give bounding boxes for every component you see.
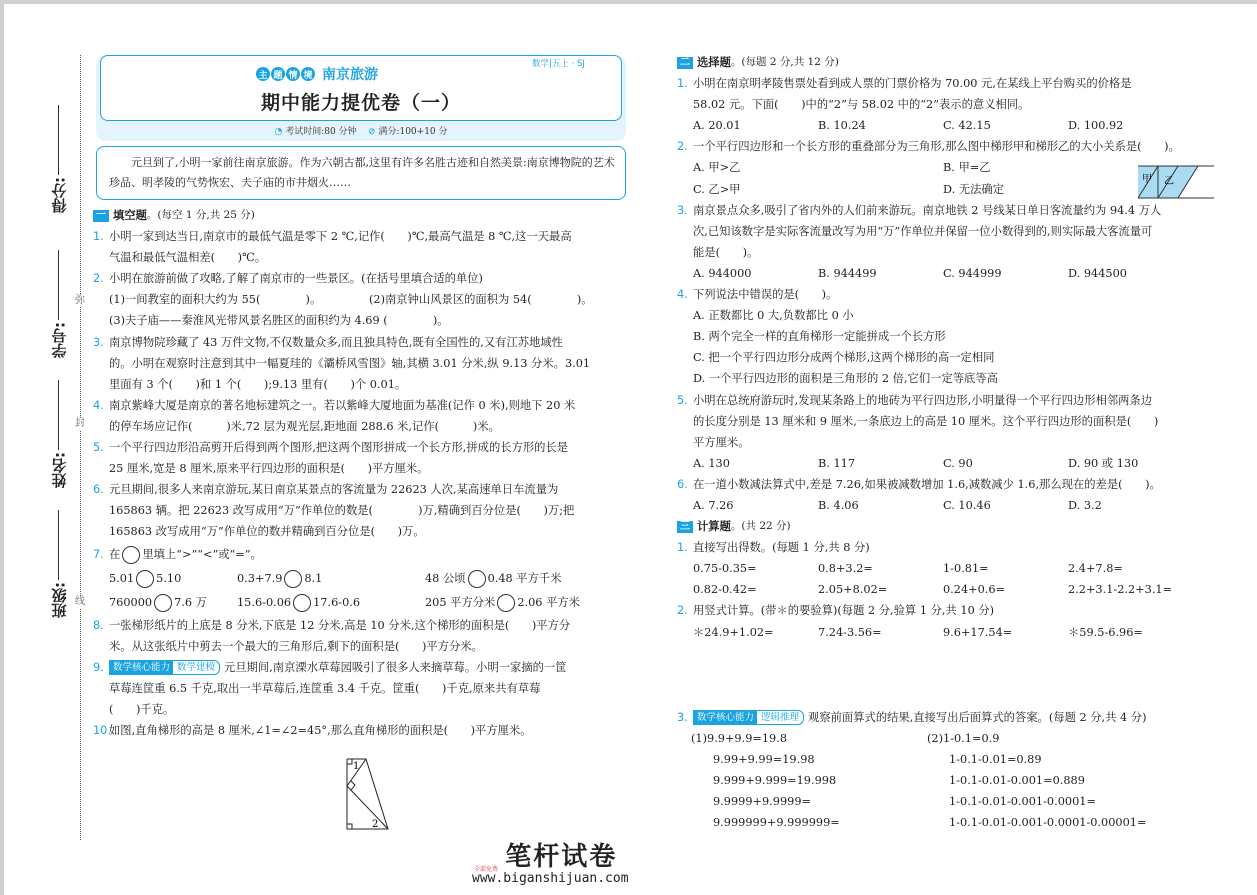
core-ability-tag: 数学核心能力 数学建模 (109, 660, 220, 675)
binding-word-xian: 线 (75, 596, 85, 607)
question-text: 里面有 3 个( )和 1 个( );9.13 里有( )个 0.01。 (109, 377, 407, 391)
pattern-line: 1-0.1-0.01-0.001=0.889 (949, 773, 1085, 787)
binding-dotted-line (80, 55, 81, 840)
score-label: 得分: (50, 177, 69, 213)
question-text: 用竖式计算。(带＊的要验算)(每题 2 分,验算 1 分,共 10 分) (693, 604, 995, 618)
question-text: 米。从这张纸片中剪去一个最大的三角形后,剩下的面积是( )平方分米。 (109, 639, 483, 653)
theme-badge: 情 (286, 67, 300, 81)
option-d[interactable]: D. 100.92 (1068, 119, 1124, 133)
question-text: 小明在旅游前做了攻略,了解了南京市的一些景区。(在括号里填合适的单位) (109, 272, 483, 286)
compare-left: 760000 (109, 595, 153, 609)
calc-item: 0.24+0.6= (943, 583, 1006, 597)
exam-time: 考试时间:80 分钟 (285, 127, 357, 137)
options (677, 157, 1217, 178)
vertical-calc-item: ＊59.5-6.96= (1068, 625, 1143, 639)
vertical-calc-item: 9.6+17.54= (943, 625, 1013, 639)
question-text: 的。小明在观察时注意到其中一幅夏珪的《灞桥风雪图》轴,其横 3.01 分米,纵 9.13 分米。3.01 (109, 356, 591, 370)
svg-text:1: 1 (353, 761, 360, 772)
option-b[interactable]: B. 117 (818, 456, 856, 470)
question-text: ( )千克。 (109, 702, 175, 716)
question-text: 南京博物院珍藏了 43 万件文物,不仅数量众多,而且独具特色,既有全国性的,又有江苏地域性 (109, 335, 563, 349)
intro-box: 元旦到了,小明一家前往南京旅游。作为六朝古都,这里有许多名胜古迹和自然美景:南京博物院的艺术珍品、明孝陵的气势恢宏、夫子庙的市井烟火…… (96, 146, 626, 200)
section-note: 。(每空 1 分,共 25 分) (146, 209, 255, 221)
question-number: 5. (93, 441, 104, 455)
question-text: 一个平行四边形沿高剪开后得到两个图形,把这两个图形拼成一个长方形,拼成的长方形的长是 (109, 441, 569, 455)
compare-circle[interactable] (497, 594, 515, 612)
question-text: 一张梯形纸片的上底是 8 分米,下底是 12 分米,高是 10 分米,这个梯形的面积是( )平方分 (109, 618, 571, 632)
question-text: 在一道小数减法算式中,差是 7.26,如果被减数增加 1.6,减数减少 1.6,那么现在的差是( )。 (693, 477, 1161, 491)
question-text: 能是( )。 (693, 245, 759, 259)
options (677, 263, 1217, 284)
question-2-1 (677, 73, 1217, 115)
option-d[interactable]: D. 90 或 130 (1068, 456, 1139, 470)
option-b[interactable]: B. 甲=乙 (943, 161, 991, 175)
option-d[interactable]: D. 3.2 (1068, 498, 1102, 512)
compare-circle[interactable] (293, 594, 311, 612)
section-title: 计算题 (697, 520, 731, 534)
right-column (677, 52, 1217, 833)
question-number: 5. (677, 393, 688, 407)
question-1-6 (93, 479, 633, 542)
option-a[interactable]: A. 甲>乙 (693, 161, 741, 175)
question-text: 观察前面算式的结果,直接写出后面算式的答案。(每题 2 分,共 4 分) (808, 710, 1147, 724)
exam-meta (100, 124, 622, 137)
theme-badge: 题 (271, 67, 285, 81)
option-c[interactable]: C. 乙>甲 (693, 182, 741, 196)
question-text: 草莓连筐重 6.5 千克,取出一半草莓后,连筐重 3.4 千克。筐重( )千克,原来共有草莓 (109, 681, 541, 695)
compare-right: 2.06 平方米 (517, 595, 580, 609)
question-number: 2. (93, 272, 104, 286)
pattern-line: (2)1-0.1=0.9 (927, 731, 1000, 745)
option-c[interactable]: C. 10.46 (943, 498, 991, 512)
page-title: 期中能力提优卷（一） (260, 92, 461, 114)
option-a[interactable]: A. 7.26 (693, 498, 734, 512)
watermark-url[interactable]: www.biganshijuan.com (472, 871, 629, 886)
question-text: 25 厘米,宽是 8 厘米,原来平行四边形的面积是( )平方厘米。 (109, 462, 429, 476)
option-b[interactable]: B. 944499 (818, 266, 877, 280)
question-text: 165863 改写成用“万”作单位的数并精确到百分位是( )万。 (109, 525, 425, 539)
options (677, 115, 1217, 136)
options (677, 179, 1217, 200)
watermark-free-label: 全部免费 (474, 866, 499, 873)
class-field[interactable] (44, 510, 74, 618)
compare-left: 205 平方分米 (425, 595, 496, 609)
question-text: 里填上“>”“<”或“=”。 (142, 547, 262, 561)
question-number: 3. (677, 203, 688, 217)
pattern-line: 9.99+9.99=19.98 (713, 752, 815, 766)
work-space (677, 643, 1217, 707)
binding-word-mi: 弥 (75, 295, 85, 306)
question-text: 下列说法中错误的是( )。 (693, 288, 838, 302)
question-text: 直接写出得数。(每题 1 分,共 8 分) (693, 541, 870, 555)
question-number: 1. (93, 230, 104, 244)
question-number: 10. (93, 723, 111, 737)
question-text: 平方厘米。 (693, 435, 750, 449)
student-id-label: 学号: (50, 322, 69, 358)
question-number: 6. (677, 477, 688, 491)
compare-circle[interactable] (468, 570, 486, 588)
left-column (93, 205, 633, 741)
score-field[interactable] (44, 105, 74, 213)
question-number: 7. (93, 547, 104, 561)
pattern-line: 9.999+9.999=19.998 (713, 773, 837, 787)
core-ability-tag: 数学核心能力 逻辑推理 (693, 710, 804, 725)
question-1-5 (93, 437, 633, 479)
question-text: 南京紫峰大厦是南京的著名地标建筑之一。若以紫峰大厦地面为基准(记作 0 米),则地下 20 米 (109, 398, 576, 412)
compare-left: 5.01 (109, 571, 135, 585)
section-number: 三 (677, 521, 693, 533)
calc-row (677, 558, 1217, 579)
option-a[interactable]: A. 944000 (693, 266, 752, 280)
question-number: 6. (93, 483, 104, 497)
class-label: 班级: (50, 582, 69, 618)
option-d[interactable]: D. 无法确定 (943, 182, 1005, 196)
compare-right: 5.10 (156, 571, 182, 585)
compare-circle[interactable] (154, 594, 172, 612)
question-1-10 (93, 720, 633, 741)
question-2-2 (677, 136, 1217, 157)
question-number: 9. (93, 660, 104, 674)
question-text: 如图,直角梯形的高是 8 厘米,∠1=∠2=45°,那么直角梯形的面积是( )平方厘米。 (109, 723, 532, 737)
option-d[interactable]: D. 944500 (1068, 266, 1127, 280)
section-note: 。(每题 2 分,共 12 分) (730, 56, 839, 68)
question-3-3 (677, 707, 1217, 728)
options (677, 495, 1217, 516)
compare-left: 15.6-0.06 (237, 595, 292, 609)
question-number: 3. (677, 710, 688, 724)
question-1-8 (93, 615, 633, 657)
compare-circle (122, 546, 140, 564)
question-text: 次,已知该数字是实际客流量改写为用“万”作单位并保留一位小数得到的,则实际最大客流量可 (693, 224, 1153, 238)
pattern-columns (677, 728, 1217, 833)
question-1-1 (93, 226, 633, 268)
compare-right: 8.1 (304, 571, 323, 585)
question-1-2 (93, 268, 633, 331)
svg-text:甲: 甲 (1142, 174, 1152, 185)
section-title: 填空题 (113, 209, 147, 222)
options (677, 453, 1217, 474)
vertical-calc-item: ＊24.9+1.02= (693, 625, 774, 639)
question-text: 小明在南京明孝陵售票处看到成人票的门票价格为 70.00 元,在某线上平台购买的价格是 (693, 77, 1132, 91)
calc-item: 0.75-0.35= (693, 562, 757, 576)
section-fill-blank-header (93, 205, 633, 226)
question-1-9 (93, 657, 633, 720)
section-title: 选择题 (697, 56, 731, 69)
sub-question: (3)夫子庙——秦淮风光带风景名胜区的面积约为 4.69 ( )。 (109, 314, 449, 328)
vertical-calc-item: 7.24-3.56= (818, 625, 882, 639)
section-choice-header (677, 52, 1217, 73)
theme-badge: 境 (301, 67, 315, 81)
option-b[interactable]: B. 两个完全一样的直角梯形一定能拼成一个长方形 (693, 330, 946, 344)
calc-item: 0.82-0.42= (693, 583, 757, 597)
trapezoid-jia-yi-figure (1138, 160, 1214, 200)
right-trapezoid-figure (342, 758, 392, 830)
calc-item: 2.4+7.8= (1068, 562, 1123, 576)
question-text: 的长度分别是 13 厘米和 9 厘米,一条底边上的高是 10 厘米。这个平行四边形的面积是( ) (693, 414, 1159, 428)
compare-left: 48 公顷 (425, 571, 466, 585)
question-2-6 (677, 474, 1217, 495)
theme-name: 南京旅游 (322, 67, 378, 83)
option-a[interactable]: A. 130 (693, 456, 730, 470)
question-text: 的停车场应记作( )米,72 层为观光层,距地面 288.6 米,记作( )米。 (109, 419, 500, 433)
question-number: 8. (93, 618, 104, 632)
question-number: 1. (677, 77, 688, 91)
section-number: 一 (93, 210, 109, 222)
binding-word-feng: 封 (75, 418, 85, 429)
option-d[interactable]: D. 一个平行四边形的面积是三角形的 2 倍,它们一定等底等高 (693, 372, 998, 386)
option-b[interactable]: B. 4.06 (818, 498, 859, 512)
option-b[interactable]: B. 10.24 (818, 119, 866, 133)
option-a[interactable]: A. 20.01 (693, 119, 741, 133)
compare-left: 0.3+7.9 (237, 571, 283, 585)
section-number: 二 (677, 57, 693, 69)
question-number: 4. (677, 288, 688, 302)
compare-circle[interactable] (284, 570, 302, 588)
svg-text:乙: 乙 (1164, 176, 1174, 187)
name-field[interactable] (44, 380, 74, 488)
check-icon: ⊘ (368, 127, 376, 137)
calc-item: 0.8+3.2= (818, 562, 873, 576)
svg-text:2: 2 (372, 819, 379, 830)
question-3-2 (677, 600, 1217, 621)
question-text: 元旦期间,很多人来南京游玩,某日南京某景点的客流量为 22623 人次,某高速单日车流量为 (109, 483, 559, 497)
calc-item: 2.05+8.02= (818, 583, 888, 597)
option-c[interactable]: C. 把一个平行四边形分成两个梯形,这两个梯形的高一定相同 (693, 351, 995, 365)
theme-banner (256, 64, 378, 84)
question-text: 165863 辆。把 22623 改写成用“万”作单位的数是( )万,精确到百分位是( )万;把 (109, 504, 575, 518)
question-text: 气温和最低气温相差( )℃。 (109, 251, 267, 265)
calc-item: 1-0.81= (943, 562, 989, 576)
pattern-line: 9.999999+9.999999= (713, 816, 840, 830)
question-text: 一个平行四边形和一个长方形的重叠部分为三角形,那么图中梯形甲和梯形乙的大小关系是( )。 (693, 140, 1180, 154)
pattern-line: 1-0.1-0.01=0.89 (949, 752, 1042, 766)
question-text: 在 (109, 547, 121, 561)
question-text: 元旦期间,南京溧水草莓园吸引了很多人来摘草莓。小明一家摘的一筐 (224, 660, 567, 674)
section-calc-header (677, 516, 1217, 537)
calc-row (677, 622, 1217, 643)
question-1-4 (93, 395, 633, 437)
pattern-line: 1-0.1-0.01-0.001-0.0001= (949, 795, 1096, 808)
clock-icon: ◔ (274, 127, 283, 137)
theme-badge: 主 (256, 67, 270, 81)
question-number: 4. (93, 398, 104, 412)
compare-circle[interactable] (136, 570, 154, 588)
question-3-1 (677, 537, 1217, 558)
question-1-7 (93, 543, 633, 615)
question-text: 小明在总统府游玩时,发现某条路上的地砖为平行四边形,小明量得一个平行四边形相邻两条边 (693, 393, 1153, 407)
question-number: 1. (677, 541, 688, 555)
question-2-5 (677, 390, 1217, 453)
name-label: 姓名: (50, 452, 69, 488)
sub-question: (2)南京钟山风景区的面积为 54( )。 (369, 293, 593, 307)
full-score: 满分:100+10 分 (378, 127, 448, 137)
watermark-title: 笔杆试卷 (505, 842, 618, 872)
question-2-4 (677, 284, 1217, 305)
watermark (472, 842, 629, 886)
sub-question: (1)一间教室的面积大约为 55( )。 (109, 293, 322, 307)
question-2-3 (677, 200, 1217, 263)
subject-label: 数学|五上 · SJ (532, 59, 585, 69)
option-a[interactable]: A. 正数都比 0 大,负数都比 0 小 (693, 309, 854, 323)
pattern-line: (1)9.9+9.9=19.8 (691, 731, 788, 745)
pattern-line: 1-0.1-0.01-0.001-0.0001-0.00001= (949, 816, 1147, 830)
section-note: 。(共 22 分) (730, 520, 791, 533)
question-number: 2. (677, 604, 688, 618)
question-number: 2. (677, 140, 688, 154)
question-text: 58.02 元。下面( )中的“2”与 58.02 中的“2”表示的意义相同。 (693, 98, 1030, 112)
question-text: 南京景点众多,吸引了省内外的人们前来游玩。南京地铁 2 号线某日单日客流量约为 94.4 万人 (693, 203, 1162, 217)
compare-right: 17.6-0.6 (313, 595, 361, 609)
option-c[interactable]: C. 944999 (943, 266, 1002, 280)
pattern-line: 9.9999+9.9999= (713, 795, 811, 808)
question-text: 小明一家到达当日,南京市的最低气温是零下 2 ℃,记作( )℃,最高气温是 8 ℃,这一天最高 (109, 230, 572, 244)
option-c[interactable]: C. 90 (943, 456, 973, 470)
calc-item: 2.2+3.1-2.2+3.1= (1068, 583, 1173, 597)
calc-row (677, 579, 1217, 600)
compare-right: 0.48 平方千米 (487, 571, 562, 585)
question-number: 3. (93, 335, 104, 349)
option-c[interactable]: C. 42.15 (943, 119, 991, 133)
student-info-fields (44, 60, 74, 740)
question-1-3 (93, 332, 633, 395)
student-id-field[interactable] (44, 250, 74, 358)
compare-right: 7.6 万 (174, 595, 207, 609)
